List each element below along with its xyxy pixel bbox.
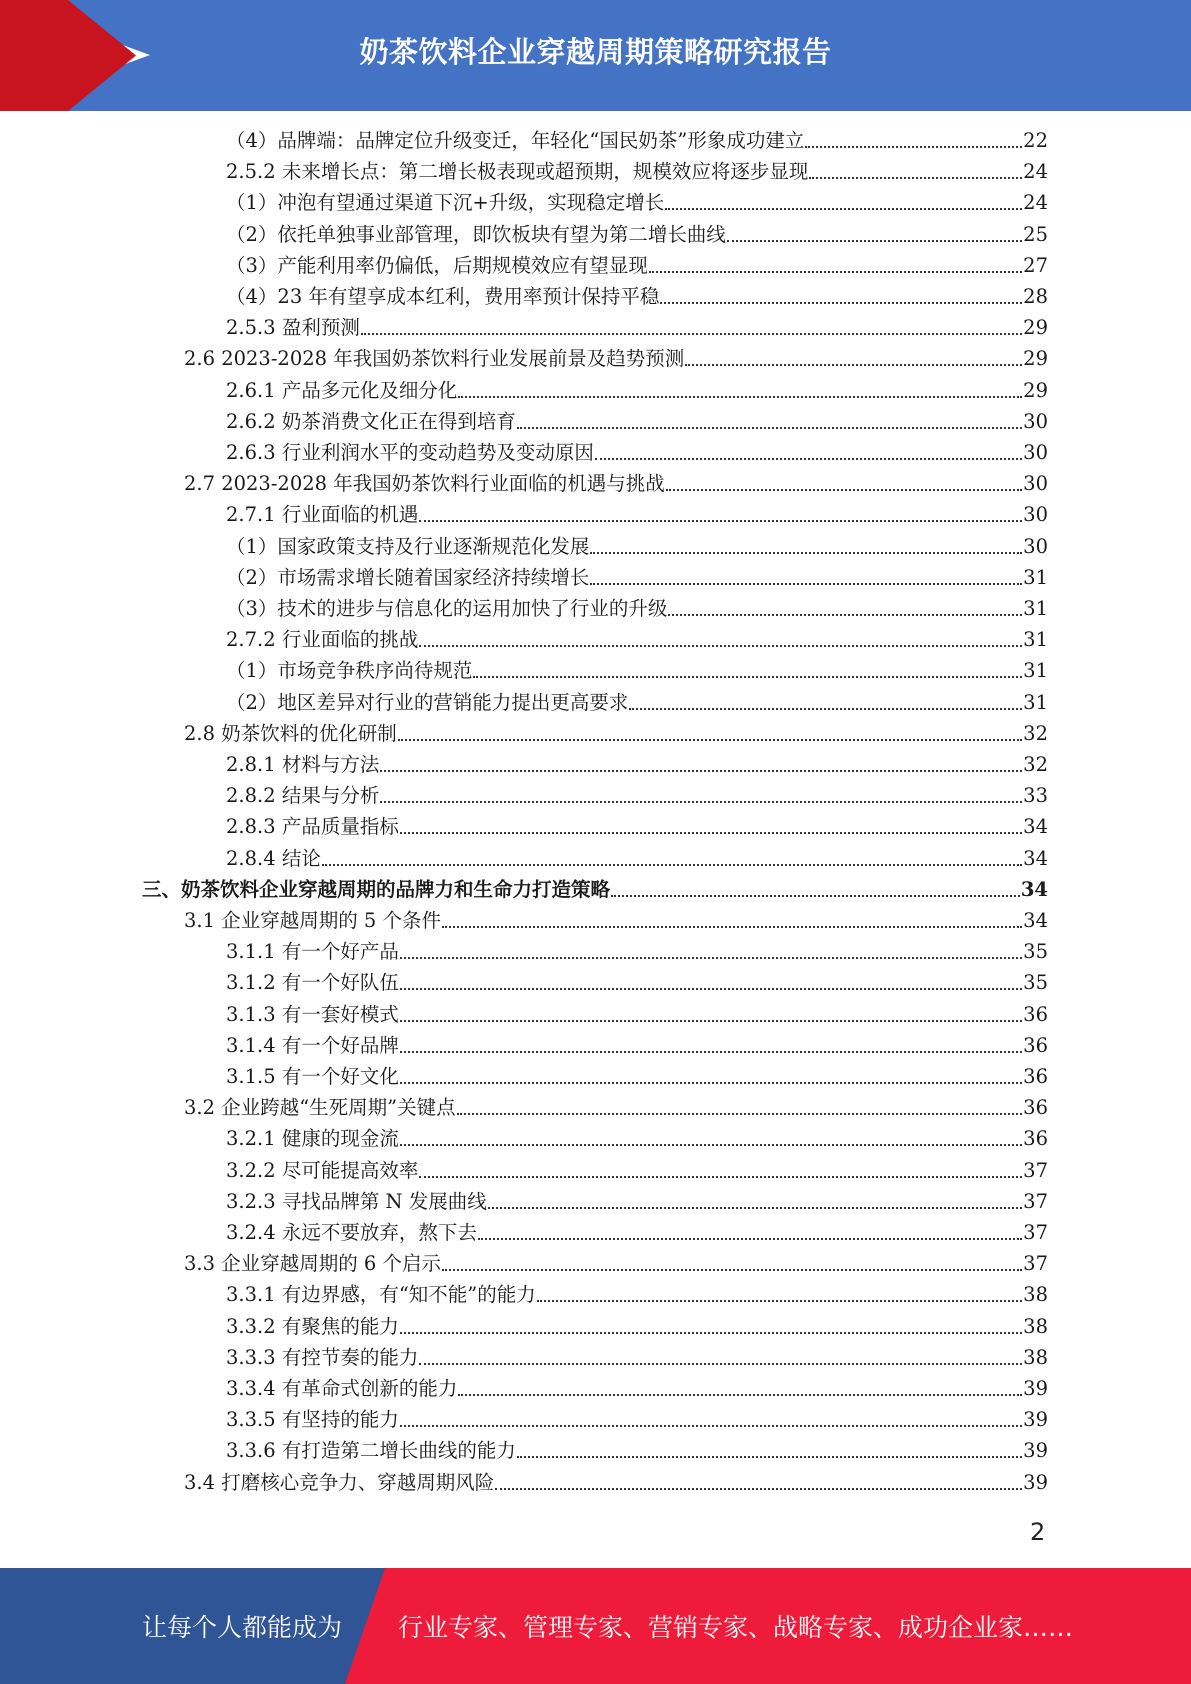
toc-entry[interactable]	[226, 1342, 1048, 1373]
toc-entry-title: 2.5.3 盈利预测	[226, 316, 360, 340]
toc-entry-page: 31	[1023, 597, 1048, 620]
toc-leader-dots	[517, 427, 1022, 429]
toc-entry-title: 2.6.1 产品多元化及细分化	[226, 378, 458, 402]
toc-leader-dots	[419, 1176, 1022, 1178]
toc-leader-dots	[727, 240, 1022, 242]
toc-entry[interactable]	[184, 1467, 1048, 1498]
toc-entry-page: 28	[1023, 285, 1048, 308]
toc-entry-page: 35	[1023, 971, 1048, 995]
toc-entry-page: 36	[1023, 1096, 1048, 1120]
toc-leader-dots	[400, 1332, 1022, 1334]
toc-entry-title: 3.3.1 有边界感，有“知不能”的能力	[226, 1283, 536, 1307]
toc-entry-title: 3.2 企业跨越“生死周期”关键点	[184, 1096, 456, 1120]
toc-entry-page: 32	[1023, 721, 1048, 745]
toc-entry[interactable]	[226, 811, 1048, 842]
toc-entry-title: 3.3.4 有革命式创新的能力	[226, 1377, 458, 1400]
toc-entry-title: 2.8 奶茶饮料的优化研制	[184, 721, 397, 745]
toc-entry[interactable]	[226, 655, 1048, 686]
toc-entry-page: 39	[1023, 1470, 1048, 1494]
toc-leader-dots	[666, 489, 1022, 491]
toc-entry-page: 30	[1023, 503, 1048, 527]
toc-leader-dots	[458, 396, 1022, 398]
toc-entry-title: 3.1.4 有一个好品牌	[226, 1033, 399, 1057]
toc-entry[interactable]	[226, 1155, 1048, 1186]
toc-entry-title: （1）冲泡有望通过渠道下沉+升级，实现稳定增长	[226, 191, 665, 215]
toc-entry-title: 2.7.1 行业面临的机遇	[226, 503, 419, 527]
toc-entry[interactable]	[184, 718, 1048, 749]
toc-entry[interactable]	[226, 281, 1048, 312]
toc-entry-page: 36	[1023, 1033, 1048, 1057]
toc-entry[interactable]	[226, 593, 1048, 624]
toc-entry[interactable]	[226, 999, 1048, 1030]
toc-leader-dots	[611, 895, 1020, 897]
toc-entry[interactable]	[226, 250, 1048, 281]
toc-entry-page: 37	[1023, 1189, 1048, 1213]
toc-entry[interactable]	[226, 406, 1048, 437]
toc-leader-dots	[361, 333, 1022, 335]
toc-entry[interactable]	[226, 843, 1048, 874]
toc-entry-title: 2.6.2 奶茶消费文化正在得到培育	[226, 409, 516, 433]
toc-entry-title: 2.8.1 材料与方法	[226, 753, 380, 776]
toc-entry-page: 39	[1023, 1439, 1048, 1463]
toc-leader-dots	[629, 708, 1022, 710]
toc-entry-title: 3.1.2 有一个好队伍	[226, 971, 399, 995]
toc-entry-title: 3.3.6 有打造第二增长曲线的能力	[226, 1439, 516, 1463]
toc-leader-dots	[457, 1113, 1023, 1115]
toc-entry-title: 3.4 打磨核心竞争力、穿越周期风险	[184, 1470, 495, 1494]
toc-entry[interactable]	[226, 967, 1048, 998]
toc-entry-title: 3.1.5 有一个好文化	[226, 1065, 399, 1088]
toc-entry-page: 35	[1023, 940, 1048, 964]
toc-leader-dots	[660, 302, 1022, 304]
toc-entry[interactable]	[226, 125, 1048, 156]
toc-entry-page: 29	[1023, 378, 1048, 402]
toc-entry-title: 2.7 2023-2028 年我国奶茶饮料行业面临的机遇与挑战	[184, 472, 665, 496]
toc-leader-dots	[400, 988, 1022, 990]
toc-entry[interactable]	[226, 437, 1048, 468]
toc-entry[interactable]	[226, 1404, 1048, 1435]
toc-entry-page: 33	[1023, 784, 1048, 808]
toc-entry[interactable]	[142, 874, 1048, 905]
toc-entry-title: 3.3.3 有控节奏的能力	[226, 1345, 419, 1369]
toc-entry-page: 34	[1023, 909, 1048, 932]
toc-entry-title: 2.7.2 行业面临的挑战	[226, 628, 419, 652]
toc-leader-dots	[590, 552, 1022, 554]
toc-entry-page: 34	[1023, 815, 1048, 839]
toc-entry-title: （3）产能利用率仍偏低，后期规模效应有望显现	[226, 253, 648, 277]
page-header	[0, 0, 1191, 111]
toc-entry[interactable]	[226, 1435, 1048, 1466]
toc-entry-page: 31	[1023, 690, 1048, 714]
toc-leader-dots	[590, 583, 1022, 585]
toc-entry[interactable]	[226, 1217, 1048, 1248]
toc-entry-page: 38	[1023, 1283, 1048, 1307]
toc-entry-title: 2.8.4 结论	[226, 846, 321, 870]
toc-leader-dots	[458, 1394, 1022, 1396]
toc-leader-dots	[665, 208, 1022, 210]
toc-leader-dots	[400, 1144, 1022, 1146]
toc-entry-page: 22	[1023, 129, 1048, 152]
toc-entry-page: 38	[1023, 1314, 1048, 1338]
toc-entry-page: 39	[1023, 1377, 1048, 1400]
toc-entry[interactable]	[226, 375, 1048, 406]
toc-entry[interactable]	[226, 219, 1048, 250]
toc-entry[interactable]	[184, 468, 1048, 499]
toc-leader-dots	[488, 1207, 1022, 1209]
toc-entry-page: 31	[1023, 659, 1048, 683]
toc-entry-title: （1）市场竞争秩序尚待规范	[226, 659, 473, 683]
toc-entry-page: 31	[1023, 628, 1048, 652]
toc-leader-dots	[419, 520, 1022, 522]
toc-entry-page: 29	[1023, 316, 1048, 340]
toc-entry-title: 2.8.2 结果与分析	[226, 784, 380, 808]
toc-entry[interactable]	[226, 687, 1048, 718]
toc-entry-page: 25	[1023, 222, 1048, 246]
toc-entry-title: （2）市场需求增长随着国家经济持续增长	[226, 565, 590, 589]
toc-leader-dots	[649, 271, 1022, 273]
toc-leader-dots	[380, 801, 1022, 803]
toc-entry-title: 3.1 企业穿越周期的 5 个条件	[184, 909, 442, 932]
toc-entry-page: 38	[1023, 1345, 1048, 1369]
toc-leader-dots	[322, 864, 1022, 866]
toc-leader-dots	[495, 1488, 1022, 1490]
toc-entry-title: 3.2.1 健康的现金流	[226, 1127, 399, 1151]
toc-entry-title: 3.2.4 永远不要放弃，熬下去	[226, 1221, 477, 1244]
toc-entry[interactable]	[226, 1311, 1048, 1342]
toc-entry[interactable]	[226, 531, 1048, 562]
toc-entry-title: 3.3 企业穿越周期的 6 个启示	[184, 1252, 442, 1276]
toc-leader-dots	[478, 1238, 1022, 1240]
toc-entry[interactable]	[226, 1030, 1048, 1061]
toc-leader-dots	[805, 146, 1022, 148]
toc-entry-title: 2.6 2023-2028 年我国奶茶饮料行业发展前景及趋势预测	[184, 347, 685, 371]
toc-leader-dots	[398, 739, 1022, 741]
toc-entry-page: 24	[1023, 191, 1048, 215]
toc-entry[interactable]	[226, 562, 1048, 593]
toc-entry-page: 37	[1023, 1252, 1048, 1276]
toc-entry-page: 30	[1023, 472, 1048, 496]
toc-leader-dots	[595, 458, 1022, 460]
toc-leader-dots	[442, 926, 1022, 928]
toc-entry-page: 37	[1023, 1221, 1048, 1244]
toc-leader-dots	[419, 645, 1022, 647]
toc-entry-page: 36	[1023, 1002, 1048, 1026]
toc-entry-page: 32	[1023, 753, 1048, 776]
report-title: 奶茶饮料企业穿越周期策略研究报告	[359, 35, 832, 69]
toc-leader-dots	[685, 364, 1022, 366]
toc-leader-dots	[473, 676, 1022, 678]
toc-entry-title: 三、奶茶饮料企业穿越周期的品牌力和生命力打造策略	[142, 877, 611, 901]
toc-entry-page: 34	[1023, 846, 1048, 870]
toc-entry-title: 2.6.3 行业利润水平的变动趋势及变动原因	[226, 441, 594, 464]
toc-entry-title: 3.3.2 有聚焦的能力	[226, 1314, 399, 1338]
toc-leader-dots	[517, 1456, 1022, 1458]
toc-entry-title: 3.1.3 有一套好模式	[226, 1002, 399, 1026]
toc-entry-page: 31	[1023, 565, 1048, 589]
toc-entry-title: 2.8.3 产品质量指标	[226, 815, 399, 839]
toc-leader-dots	[400, 1051, 1022, 1053]
toc-entry-page: 34	[1020, 877, 1048, 901]
toc-entry-title: （4）23 年有望享成本红利，费用率预计保持平稳	[226, 285, 660, 308]
toc-entry-title: （2）依托单独事业部管理，即饮板块有望为第二增长曲线	[226, 222, 726, 246]
toc-leader-dots	[537, 1300, 1022, 1302]
toc-entry-title: 3.3.5 有坚持的能力	[226, 1408, 399, 1432]
toc-entry-title: （1）国家政策支持及行业逐渐规范化发展	[226, 534, 590, 558]
toc-entry[interactable]	[226, 1373, 1048, 1404]
toc-leader-dots	[419, 1363, 1022, 1365]
toc-entry-page: 36	[1023, 1127, 1048, 1151]
footer-slogan-right: 行业专家、管理专家、营销专家、战略专家、成功企业家……	[398, 1613, 1074, 1642]
toc-leader-dots	[400, 1425, 1022, 1427]
toc-entry[interactable]	[226, 1186, 1048, 1217]
footer-slogan-left: 让每个人都能成为	[142, 1613, 343, 1642]
toc-entry[interactable]	[226, 499, 1048, 530]
toc-entry[interactable]	[226, 1123, 1048, 1154]
toc-leader-dots	[400, 957, 1022, 959]
toc-entry[interactable]	[184, 905, 1048, 936]
toc-entry[interactable]	[226, 780, 1048, 811]
toc-entry-page: 24	[1023, 160, 1048, 184]
toc-entry-page: 30	[1023, 441, 1048, 464]
toc-entry-page: 39	[1023, 1408, 1048, 1432]
toc-entry-title: 2.5.2 未来增长点：第二增长极表现或超预期，规模效应将逐步显现	[226, 160, 809, 184]
toc-entry[interactable]	[226, 156, 1048, 187]
toc-entry-page: 29	[1023, 347, 1048, 371]
toc-leader-dots	[400, 832, 1022, 834]
toc-leader-dots	[380, 770, 1022, 772]
toc-leader-dots	[442, 1269, 1022, 1271]
toc-entry-title: （4）品牌端：品牌定位升级变迁，年轻化“国民奶茶”形象成功建立	[226, 129, 805, 152]
toc-entry[interactable]	[226, 1061, 1048, 1092]
toc-entry-title: （2）地区差异对行业的营销能力提出更高要求	[226, 690, 629, 714]
toc-leader-dots	[400, 1020, 1022, 1022]
toc-entry-page: 30	[1023, 409, 1048, 433]
toc-entry[interactable]	[226, 749, 1048, 780]
toc-entry[interactable]	[184, 1092, 1048, 1123]
toc-leader-dots	[400, 1082, 1022, 1084]
toc-entry-title: 3.2.3 寻找品牌第 N 发展曲线	[226, 1189, 487, 1213]
toc-entry-title: 3.1.1 有一个好产品	[226, 940, 399, 964]
toc-entry-title: （3）技术的进步与信息化的运用加快了行业的升级	[226, 597, 668, 620]
page-footer	[0, 1568, 1191, 1684]
toc-entry[interactable]	[184, 343, 1048, 374]
toc-entry-page: 37	[1023, 1158, 1048, 1182]
toc-leader-dots	[809, 177, 1022, 179]
toc-entry[interactable]	[226, 187, 1048, 218]
toc-entry[interactable]	[184, 1248, 1048, 1279]
toc-entry[interactable]	[226, 1279, 1048, 1310]
toc-entry[interactable]	[226, 312, 1048, 343]
toc-entry-page: 36	[1023, 1065, 1048, 1088]
page-number: 2	[1030, 1518, 1046, 1546]
toc-entry-title: 3.2.2 尽可能提高效率	[226, 1158, 419, 1182]
toc-entry[interactable]	[226, 936, 1048, 967]
toc-entry-page: 27	[1023, 253, 1048, 277]
toc-entry-page: 30	[1023, 534, 1048, 558]
toc-entry[interactable]	[226, 624, 1048, 655]
toc-leader-dots	[668, 614, 1022, 616]
